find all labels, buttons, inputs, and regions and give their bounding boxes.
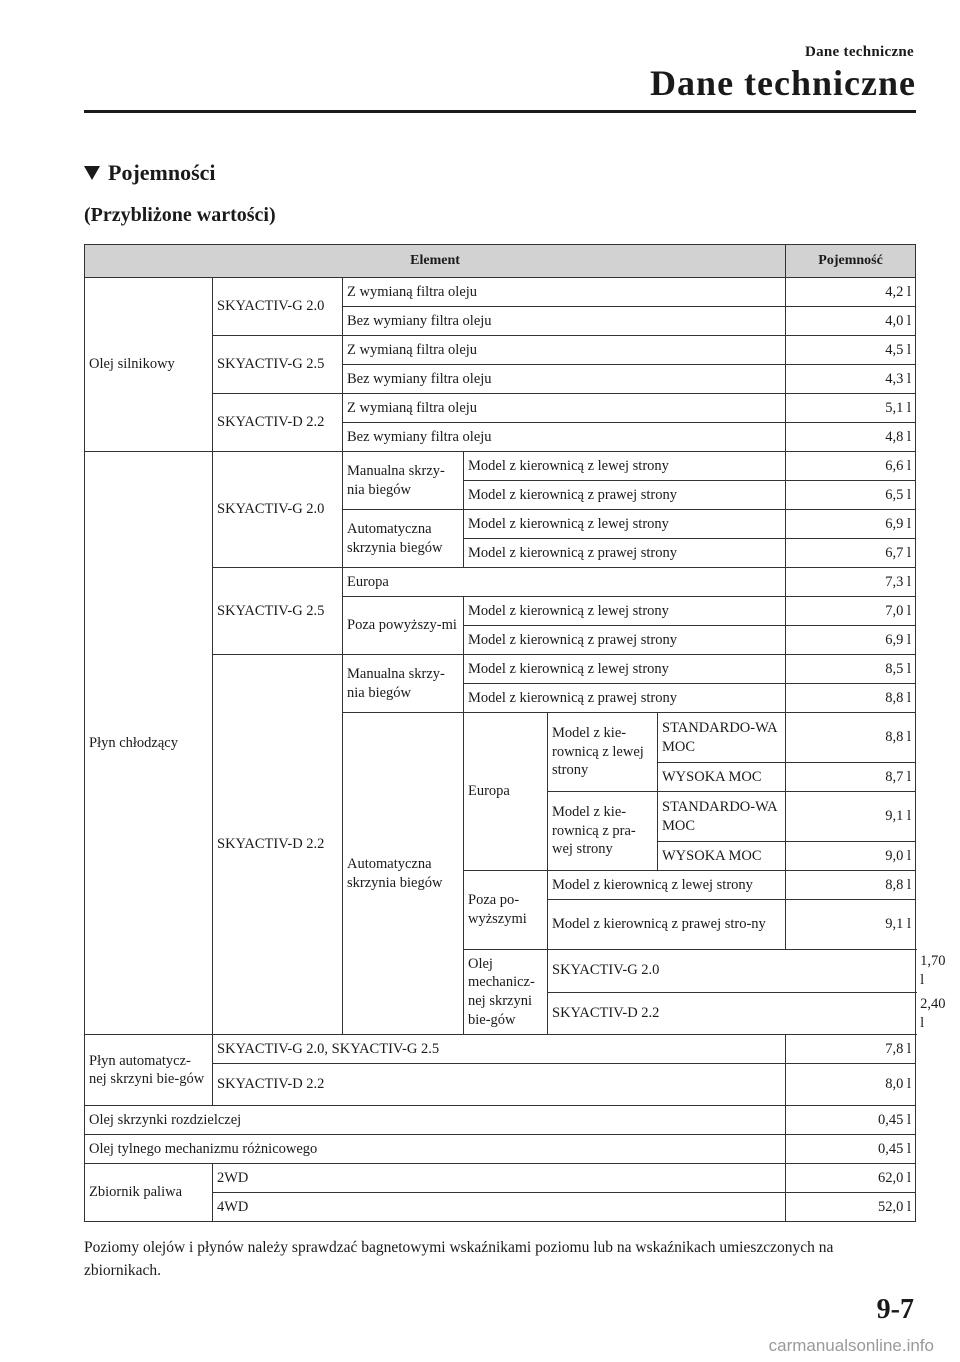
triangle-bullet-icon (84, 166, 100, 180)
steering-cell: Model z kierownicą z prawej strony (464, 684, 786, 713)
table-row (85, 452, 916, 481)
watermark: carmanualsonline.info (768, 1336, 934, 1355)
drive-cell: 4WD (213, 1193, 786, 1222)
capacity-value: 7,8 l (786, 1035, 916, 1064)
steering-cell: Model z kierownicą z prawej strony (464, 481, 786, 510)
column-header-capacity: Pojemność (786, 245, 916, 278)
market-cell: Poza powyższy-mi (343, 597, 464, 655)
engine-cell: SKYACTIV-G 2.0 (548, 950, 916, 993)
footnote: Poziomy olejów i płynów należy sprawdzać bagnetowymi wskaźnikami poziomu lub na wskaźnikach umieszczonych na zbiornikach. (84, 1239, 834, 1280)
condition-cell: Bez wymiany filtra oleju (343, 423, 786, 452)
table-row (85, 1035, 916, 1064)
capacity-value: 6,7 l (786, 539, 916, 568)
power-cell: WYSOKA MOC (658, 842, 786, 871)
table-row (85, 1135, 916, 1164)
engine-cell: SKYACTIV-G 2.5 (213, 568, 343, 655)
steering-cell: Model z kie-rownicą z lewej strony (548, 713, 658, 792)
capacity-value: 6,5 l (786, 481, 916, 510)
steering-cell: Model z kierownicą z lewej strony (548, 871, 786, 900)
capacity-value: 62,0 l (786, 1164, 916, 1193)
row-label-coolant: Płyn chłodzący (85, 452, 213, 1035)
capacity-value: 0,45 l (786, 1106, 916, 1135)
power-cell: STANDARDO-WA MOC (658, 792, 786, 842)
steering-cell: Model z kierownicą z lewej strony (464, 655, 786, 684)
capacity-value: 7,3 l (786, 568, 916, 597)
condition-cell: Z wymianą filtra oleju (343, 394, 786, 423)
capacity-value: 8,8 l (786, 713, 916, 763)
engine-cell: SKYACTIV-G 2.5 (213, 336, 343, 394)
capacity-value: 6,9 l (786, 626, 916, 655)
steering-cell: Model z kierownicą z lewej strony (464, 452, 786, 481)
column-header-element: Element (85, 245, 786, 278)
transmission-cell: Manualna skrzy-nia biegów (343, 452, 464, 510)
running-header-small: Dane techniczne (804, 44, 914, 60)
capacity-value: 8,5 l (786, 655, 916, 684)
section-title: Pojemności (108, 160, 216, 185)
drive-cell: 2WD (213, 1164, 786, 1193)
capacity-value: 7,0 l (786, 597, 916, 626)
capacity-value: 4,0 l (786, 307, 916, 336)
capacity-value: 52,0 l (786, 1193, 916, 1222)
table-row (85, 278, 916, 307)
transmission-cell: Automatyczna skrzynia biegów (343, 713, 464, 1035)
header-rule (84, 110, 916, 113)
market-cell: Europa (464, 713, 548, 871)
capacity-value: 6,6 l (786, 452, 916, 481)
capacity-value: 4,2 l (786, 278, 916, 307)
capacity-value: 5,1 l (786, 394, 916, 423)
capacity-value: 8,8 l (786, 684, 916, 713)
engine-cell: SKYACTIV-D 2.2 (213, 1064, 786, 1106)
steering-cell: Model z kierownicą z prawej strony (464, 539, 786, 568)
running-header-title: Dane techniczne (650, 63, 916, 103)
row-label-engine-oil: Olej silnikowy (85, 278, 213, 452)
engine-cell: SKYACTIV-D 2.2 (213, 394, 343, 452)
capacity-value: 8,8 l (786, 871, 916, 900)
engine-cell: SKYACTIV-D 2.2 (213, 655, 343, 1035)
row-label-fuel-tank: Zbiornik paliwa (85, 1164, 213, 1222)
power-cell: STANDARDO-WA MOC (658, 713, 786, 763)
condition-cell: Z wymianą filtra oleju (343, 278, 786, 307)
capacity-value: 9,1 l (786, 792, 916, 842)
row-label-atf: Płyn automatycz-nej skrzyni bie-gów (85, 1035, 213, 1106)
transmission-cell: Manualna skrzy-nia biegów (343, 655, 464, 713)
capacities-table (84, 244, 946, 1222)
engine-cell: SKYACTIV-G 2.0 (213, 278, 343, 336)
steering-cell: Model z kie-rownicą z pra-wej strony (548, 792, 658, 871)
table-row: SKYACTIV-D 2.2 2,40 l (85, 992, 916, 1035)
row-label-manual-trans-oil: Olej mechanicz-nej skrzyni bie-gów (464, 950, 548, 1035)
steering-cell: Model z kierownicą z lewej strony (464, 597, 786, 626)
table-header-row (85, 245, 916, 278)
capacity-value: 8,0 l (786, 1064, 916, 1106)
page-number: 9-7 (876, 1294, 914, 1325)
steering-cell: Model z kierownicą z prawej strony (464, 626, 786, 655)
condition-cell: Bez wymiany filtra oleju (343, 307, 786, 336)
capacity-value: 6,9 l (786, 510, 916, 539)
engine-cell: SKYACTIV-G 2.0 (213, 452, 343, 568)
table-row (85, 1164, 916, 1193)
steering-cell: Model z kierownicą z lewej strony (464, 510, 786, 539)
table-row: Olej mechanicz-nej skrzyni bie-gów SKYACTIV-G 2.0 1,70 l (85, 950, 916, 993)
condition-cell: Bez wymiany filtra oleju (343, 365, 786, 394)
power-cell: WYSOKA MOC (658, 763, 786, 792)
capacity-value: 4,8 l (786, 423, 916, 452)
section-heading (84, 160, 216, 186)
market-cell: Poza po-wyższymi (464, 871, 548, 950)
steering-cell: Model z kierownicą z prawej stro-ny (548, 900, 786, 950)
capacity-value: 0,45 l (786, 1135, 916, 1164)
capacity-value: 4,5 l (786, 336, 916, 365)
market-cell: Europa (343, 568, 786, 597)
subtitle: (Przybliżone wartości) (84, 204, 276, 226)
capacity-value: 8,7 l (786, 763, 916, 792)
table-row (85, 1106, 916, 1135)
condition-cell: Z wymianą filtra oleju (343, 336, 786, 365)
engine-cell: SKYACTIV-D 2.2 (548, 992, 916, 1035)
capacity-value: 4,3 l (786, 365, 916, 394)
capacity-value: 9,0 l (786, 842, 916, 871)
engine-cell: SKYACTIV-G 2.0, SKYACTIV-G 2.5 (213, 1035, 786, 1064)
capacity-value: 9,1 l (786, 900, 916, 950)
row-label-rear-diff-oil: Olej tylnego mechanizmu różnicowego (85, 1135, 786, 1164)
transmission-cell: Automatyczna skrzynia biegów (343, 510, 464, 568)
row-label-transfer-oil: Olej skrzynki rozdzielczej (85, 1106, 786, 1135)
